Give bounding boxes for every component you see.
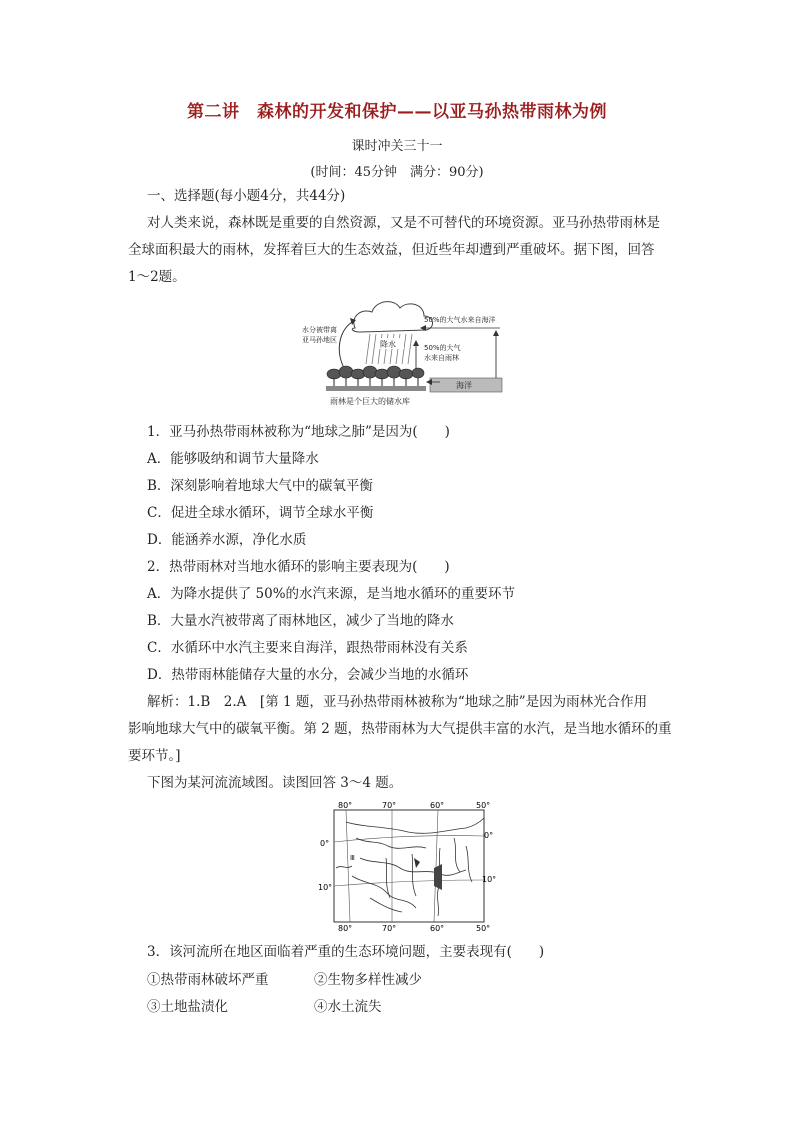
q2-option-a: A．为降水提供了 50%的水汽来源，是当地水循环的重要环节 (147, 586, 516, 602)
lon-top-4: 50° (476, 801, 491, 810)
figure1-caption: 雨林是个巨大的储水库 (330, 397, 410, 406)
intro-line-3: 1～2题。 (128, 269, 186, 285)
subtitle: 课时冲关三十一 (351, 139, 443, 154)
q3-stem: 3．该河流所在地区面临着严重的生态环境问题，主要表现有( ) (147, 944, 545, 960)
section-heading: 一、选择题(每小题4分，共44分) (147, 188, 346, 204)
label-taken-2: 亚马孙地区 (302, 336, 337, 344)
svg-text:Ⅲ: Ⅲ (350, 854, 355, 862)
analysis-line-3: 要环节。] (128, 748, 181, 764)
label-ocean-vapor: 50%的大气水来自海洋 (424, 316, 496, 324)
lon-bottom-4: 50° (476, 924, 491, 933)
time-info: (时间：45分钟 满分：90分) (310, 165, 484, 180)
lat-left-1: 0° (320, 839, 330, 848)
lon-bottom-3: 60° (430, 924, 445, 933)
label-taken-1: 水分被带离 (302, 326, 337, 334)
lon-top-2: 70° (382, 801, 397, 810)
analysis-line-1: 解析：1.B 2.A [第 1 题，亚马孙热带雨林被称为“地球之肺”是因为雨林光合作用 (147, 694, 648, 710)
label-forest-vapor-1: 50%的大气 (424, 344, 461, 352)
q2-stem: 2．热带雨林对当地水循环的影响主要表现为( ) (147, 559, 450, 575)
q2-option-c: C．水循环中水汽主要来自海洋，跟热带雨林没有关系 (147, 640, 468, 656)
page-title: 第二讲 森林的开发和保护——以亚马孙热带雨林为例 (187, 102, 607, 122)
lat-right-1: 0° (484, 831, 494, 840)
q2-option-d: D．热带雨林能储存大量的水分，会减少当地的水循环 (147, 667, 469, 683)
river-basin-map (316, 798, 502, 934)
lon-bottom-2: 70° (382, 924, 397, 933)
intro2: 下图为某河流流域图。读图回答 3～4 题。 (147, 775, 403, 791)
q3-option-3: ③土地盐渍化 (147, 999, 228, 1015)
lat-left-2: 10° (318, 883, 333, 892)
q2-option-b: B．大量水汽被带离了雨林地区，减少了当地的降水 (147, 613, 454, 629)
label-forest-vapor-2: 水来自雨林 (424, 354, 459, 362)
q1-stem: 1．亚马孙热带雨林被称为“地球之肺”是因为( ) (147, 424, 450, 440)
q3-option-1: ①热带雨林破坏严重 (147, 972, 269, 988)
label-rain: 降水 (380, 340, 396, 349)
analysis-line-2: 影响地球大气中的碳氧平衡。第 2 题，热带雨林为大气提供丰富的水汽，是当地水循环的重 (128, 721, 672, 737)
q1-option-a: A．能够吸纳和调节大量降水 (147, 451, 319, 467)
lon-bottom-1: 80° (338, 924, 353, 933)
q3-option-4: ④水土流失 (314, 999, 382, 1015)
cloud-shape (352, 302, 432, 332)
label-ocean: 海洋 (456, 381, 472, 390)
lon-top-1: 80° (338, 801, 353, 810)
rainforest-trees (327, 366, 424, 379)
q1-option-c: C．促进全球水循环，调节全球水平衡 (147, 505, 374, 521)
q1-option-b: B．深刻影响着地球大气中的碳氧平衡 (147, 478, 373, 494)
q3-option-2: ②生物多样性减少 (314, 972, 422, 988)
intro-line-1: 对人类来说，森林既是重要的自然资源，又是不可替代的环境资源。亚马孙热带雨林是 (147, 215, 660, 231)
intro-line-2: 全球面积最大的雨林，发挥着巨大的生态效益，但近些年却遭到严重破坏。据下图，回答 (128, 242, 655, 258)
water-cycle-figure (300, 292, 530, 412)
q1-option-d: D．能涵养水源，净化水质 (147, 532, 307, 548)
lon-top-3: 60° (430, 801, 445, 810)
lat-right-2: 10° (482, 875, 497, 884)
